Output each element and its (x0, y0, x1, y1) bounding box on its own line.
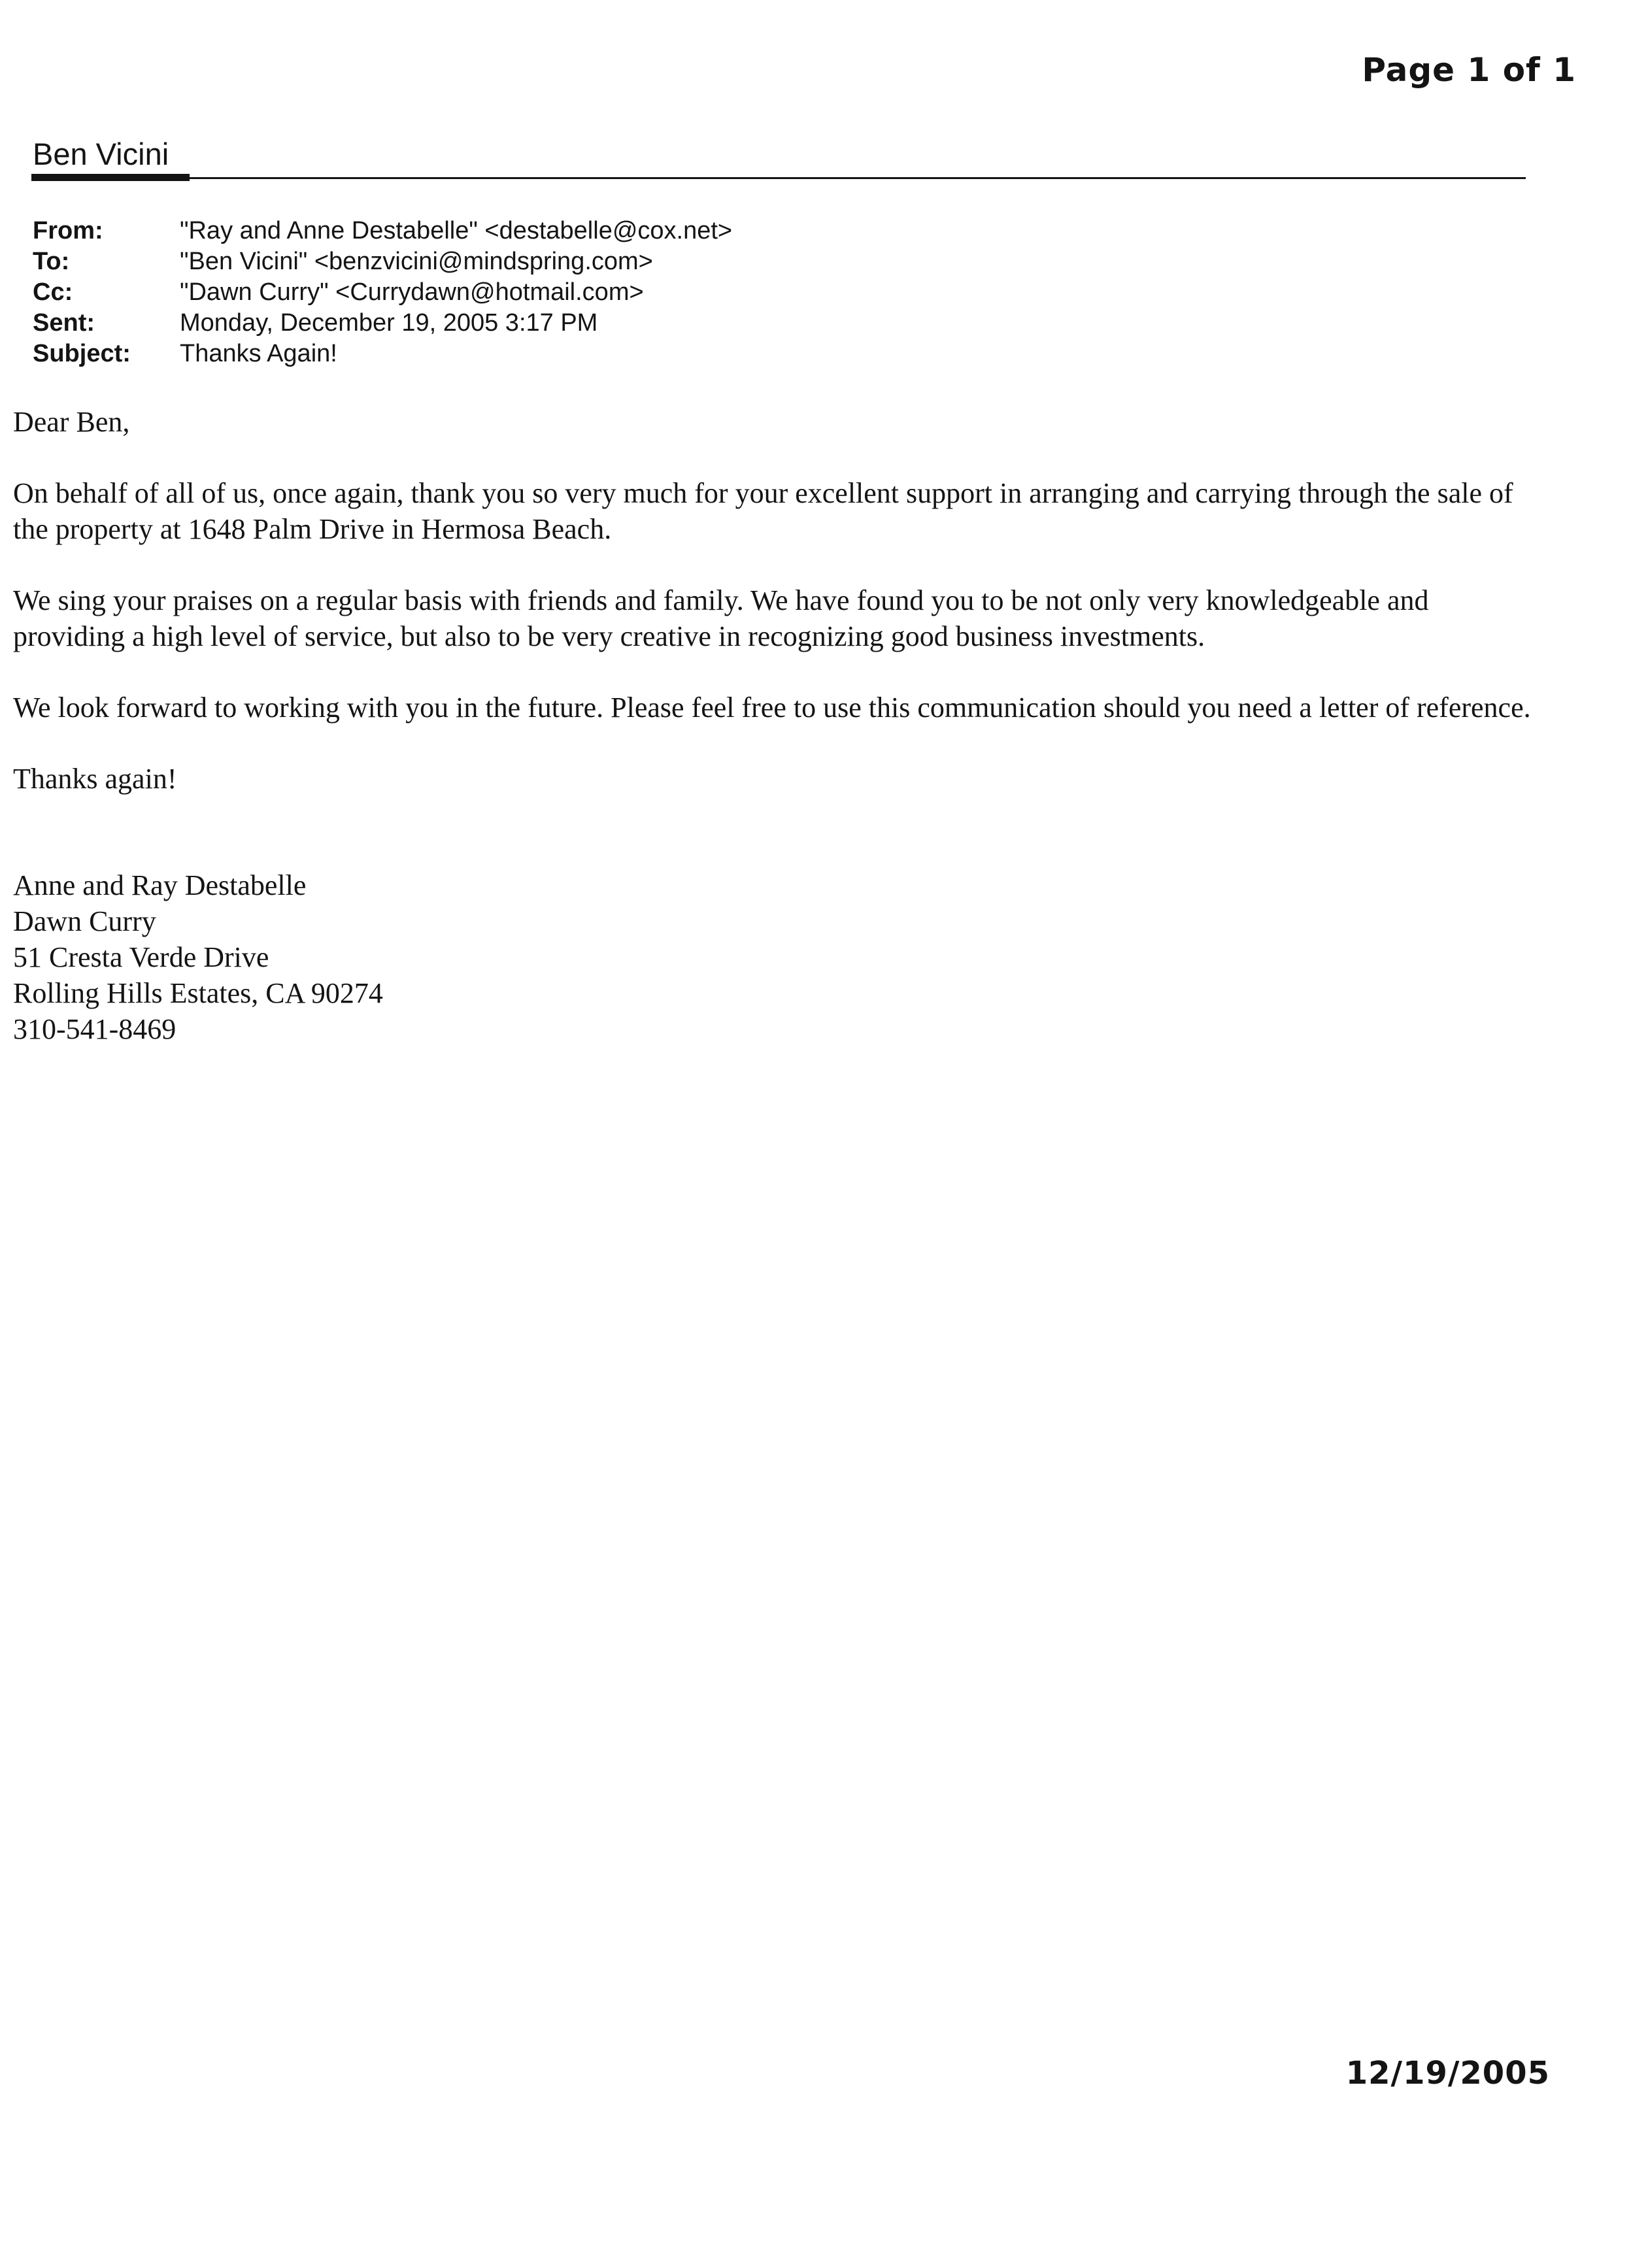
to-value: "Ben Vicini" <benzvicini@mindspring.com> (180, 248, 653, 275)
from-label: From: (33, 217, 103, 244)
header-row-from (33, 216, 732, 246)
body-paragraph: We look forward to working with you in the future. Please feel free to use this communication should you need a letter of reference. (13, 692, 1531, 724)
cc-value: "Dawn Curry" <Currydawn@hotmail.com> (180, 278, 644, 306)
header-divider (190, 177, 1526, 179)
body-paragraph: On behalf of all of us, once again, thank you so very much for your excellent support in arranging and carrying through the sale of the property at 1648 Palm Drive in Hermosa Beach. (13, 477, 1513, 545)
footer-print-date: 12/19/2005 (1345, 2055, 1550, 2092)
header-row-to (33, 246, 732, 277)
to-label: To: (33, 248, 70, 275)
header-row-subject (33, 339, 732, 369)
signature-city: Rolling Hills Estates, CA 90274 (13, 977, 383, 1009)
signature-block (13, 867, 1543, 1047)
signature-name-2: Dawn Curry (13, 905, 156, 937)
email-headers (33, 216, 732, 369)
cc-label: Cc: (33, 278, 73, 306)
signature-names: Anne and Ray Destabelle (13, 869, 307, 901)
subject-value: Thanks Again! (180, 340, 337, 367)
header-row-sent (33, 308, 732, 339)
greeting: Dear Ben, (13, 406, 130, 438)
signature-phone: 310-541-8469 (13, 1013, 177, 1045)
body-paragraph: We sing your praises on a regular basis with friends and family. We have found you to be not only very knowledgeable and providing a high level of service, but also to be very creative in recognizing good business investments. (13, 584, 1429, 652)
header-row-cc (33, 277, 732, 308)
from-value: "Ray and Anne Destabelle" <destabelle@cox.net> (180, 217, 733, 244)
closing: Thanks again! (13, 763, 177, 795)
signature-street: 51 Cresta Verde Drive (13, 941, 269, 973)
mailbox-owner-title: Ben Vicini (33, 137, 169, 171)
title-underline-bar (31, 174, 190, 181)
page-number: Page 1 of 1 (1362, 51, 1576, 89)
sent-value: Monday, December 19, 2005 3:17 PM (180, 309, 598, 337)
subject-label: Subject: (33, 340, 131, 367)
sent-label: Sent: (33, 309, 95, 337)
email-body (13, 404, 1543, 1047)
